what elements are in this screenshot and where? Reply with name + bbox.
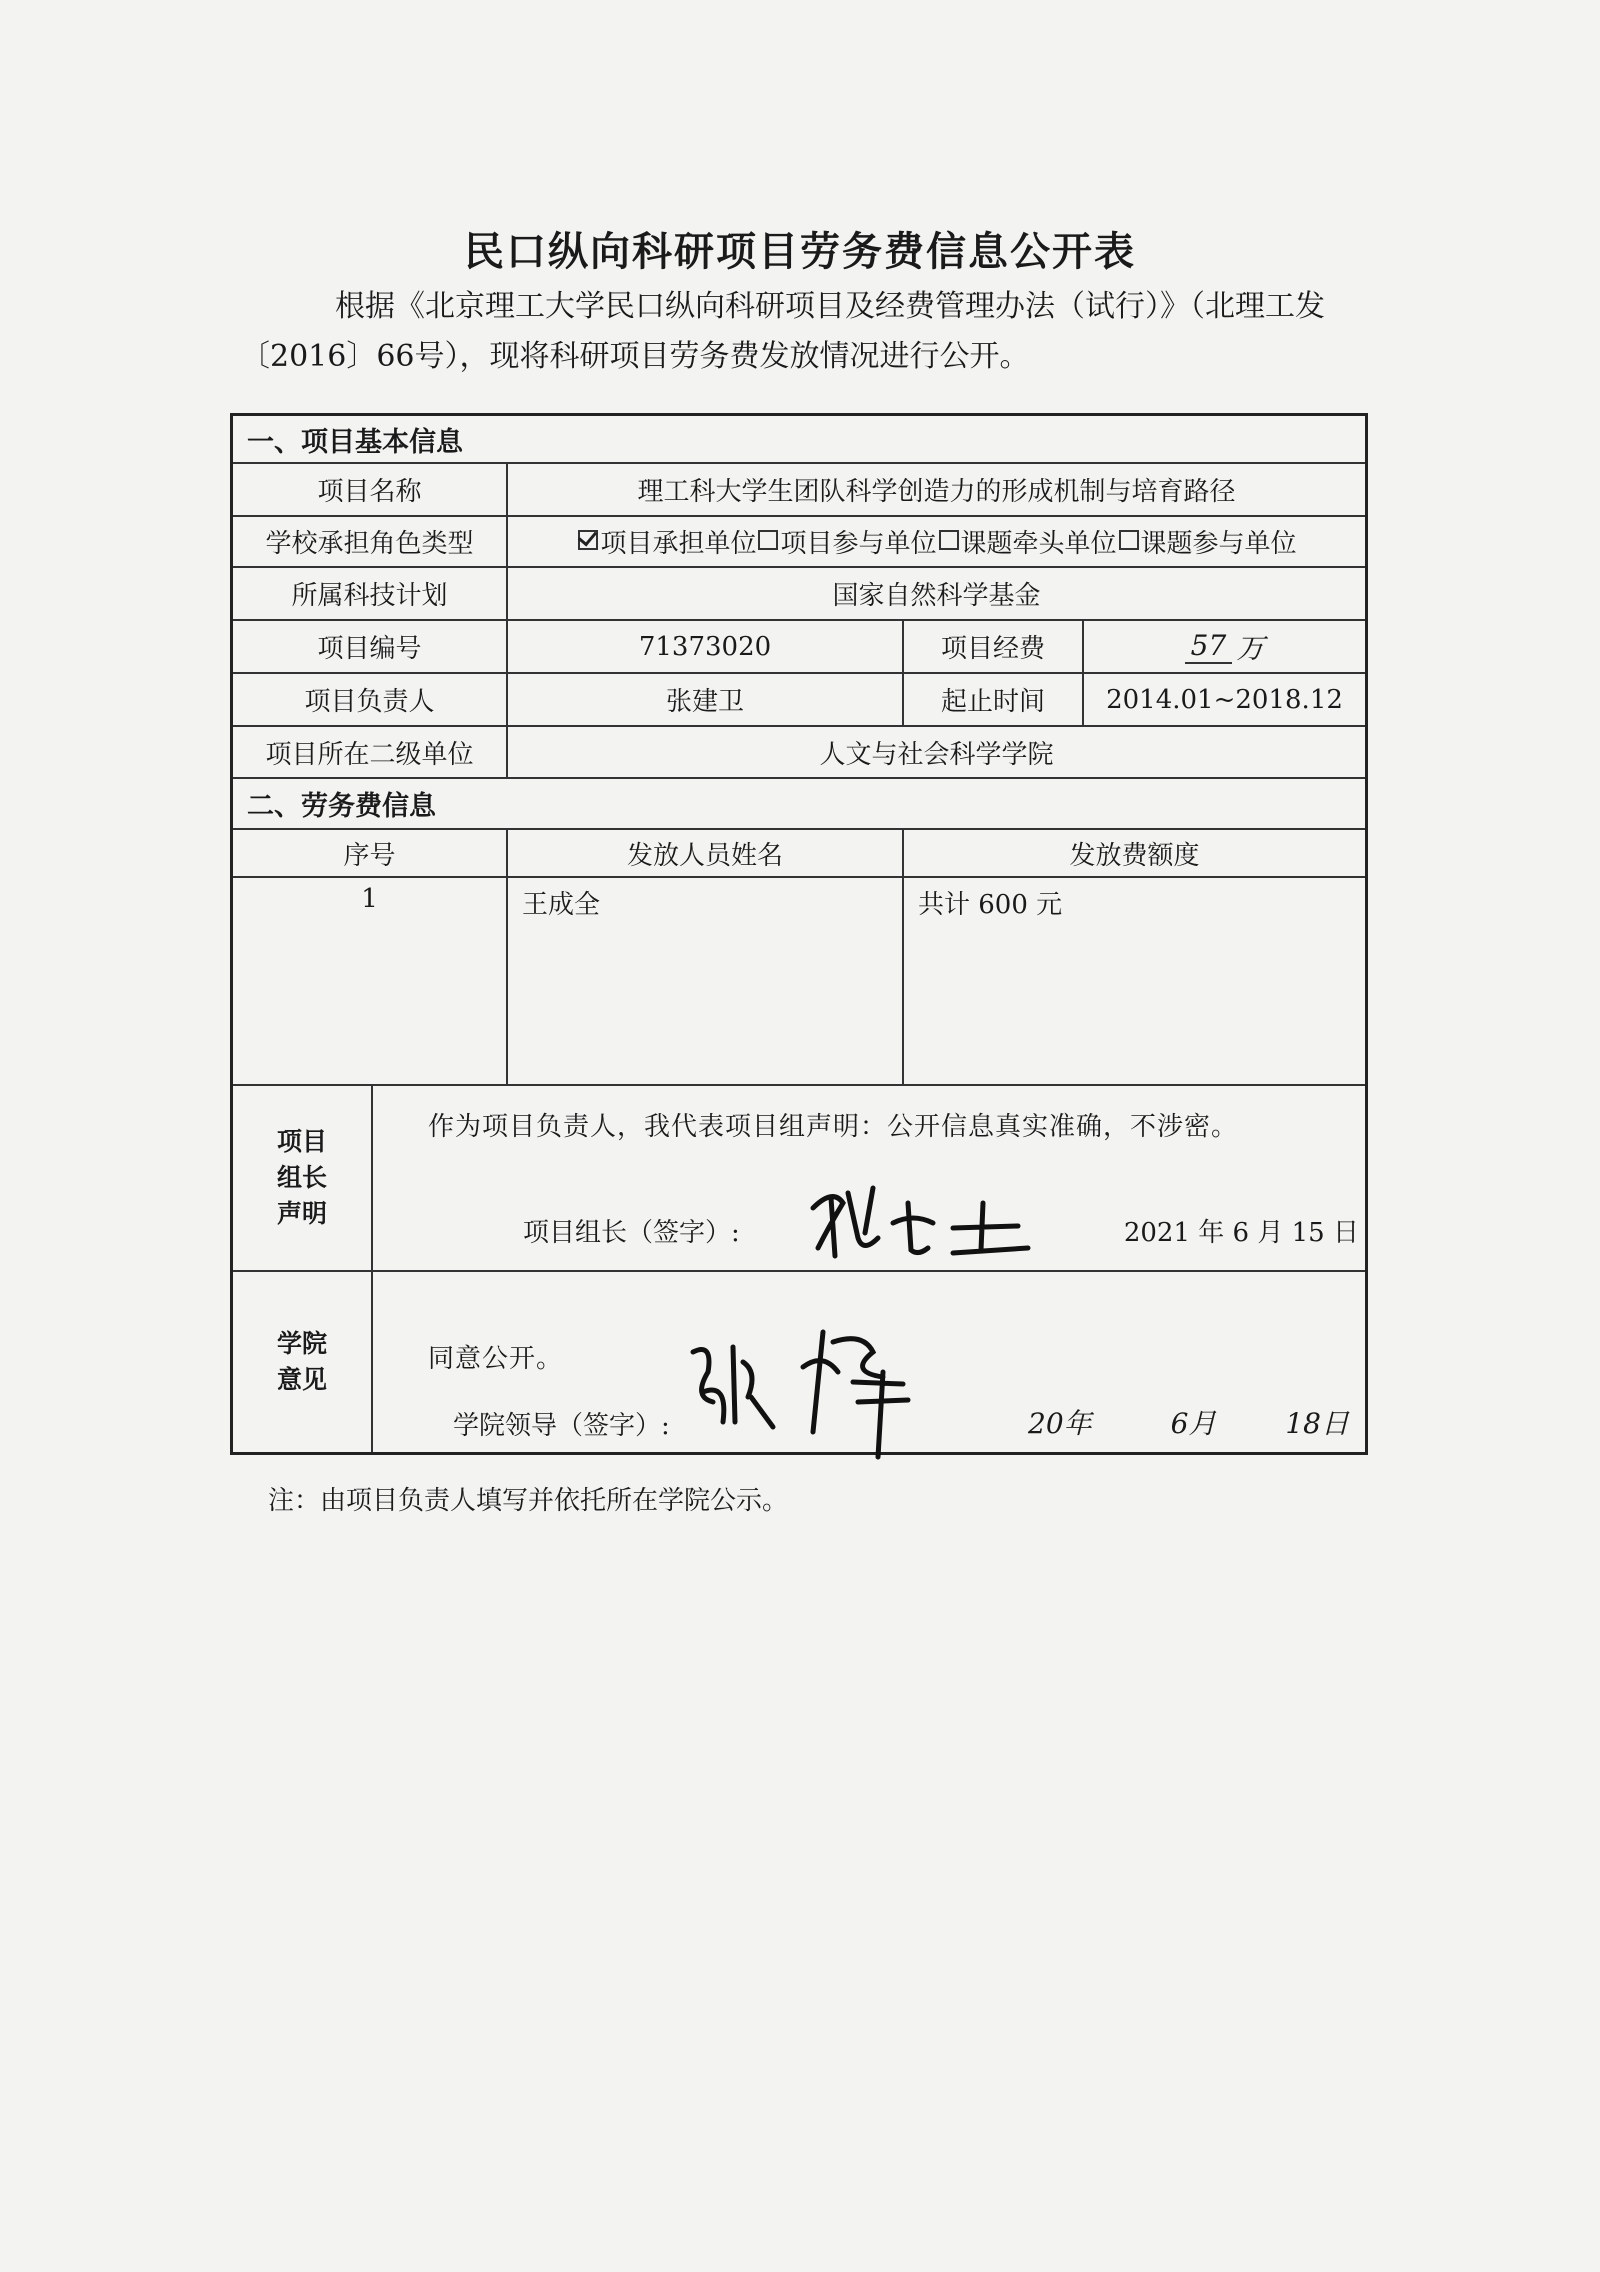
declaration-row [233,1086,1365,1272]
college-row [233,1272,1365,1452]
college-date-year-unit: 年 [1063,1407,1092,1440]
college-label-line-1: 学院 [276,1329,327,1358]
leader-label: 项目负责人 [233,674,508,725]
role-type-label: 学校承担角色类型 [233,517,508,566]
period-value: 2014.01~2018.12 [1106,684,1343,715]
college-label [233,1272,373,1452]
funding-value [1084,621,1365,672]
plan-value: 国家自然科学基金 [832,581,1041,611]
declaration-label-line-3: 声明 [276,1199,327,1228]
role-type-row [233,517,1365,568]
role-checkbox-3[interactable] [939,530,959,550]
declaration-label-line-1: 项目 [276,1127,327,1156]
plan-label: 所属科技计划 [233,568,508,619]
col-amount-header: 发放费额度 [1069,840,1200,871]
col-name-header: 发放人员姓名 [508,830,904,876]
section2-heading: 二、劳务费信息 [247,791,436,822]
role-option-1: 项目承担单位 [600,529,757,559]
funding-label: 项目经费 [904,621,1084,672]
fee-name: 王成全 [508,878,904,1084]
intro-line-1: 根据《北京理工大学民口纵向科研项目及经费管理办法（试行）》（北理工发 [335,289,1325,324]
leader-signature-image [803,1178,1043,1268]
declaration-text: 作为项目负责人，我代表项目组声明：公开信息真实准确，不涉密。 [428,1112,1239,1142]
plan-row [233,568,1365,621]
leader-value: 张建卫 [508,674,904,725]
college-date-day-unit: 日 [1320,1407,1349,1440]
disclosure-form [230,413,1368,1455]
role-option-3: 课题牵头单位 [960,529,1117,559]
document-title: 民口纵向科研项目劳务费信息公开表 [464,229,1136,275]
number-funding-row [233,621,1365,674]
fee-data-row [233,878,1365,1086]
leader-date-year: 2021 [1123,1218,1190,1248]
project-name-label: 项目名称 [233,464,508,515]
leader-sign-date [1124,1212,1359,1249]
role-checkbox-4[interactable] [1119,530,1139,550]
fee-seq: 1 [233,878,508,1084]
project-name-value: 理工科大学生团队科学创造力的形成机制与培育路径 [637,477,1236,507]
college-date-day: 18 [1285,1407,1321,1440]
role-option-2: 项目参与单位 [780,529,937,559]
funding-unit: 万 [1236,631,1265,665]
leader-date-day: 15 [1291,1218,1325,1248]
college-sign-date [1028,1402,1349,1442]
college-signature-image [673,1312,933,1462]
project-name-row [233,464,1365,517]
leader-date-day-unit: 日 [1332,1218,1359,1248]
section2-heading-row [233,779,1365,830]
college-date-month-unit: 月 [1188,1407,1217,1440]
college-date-month: 6 [1170,1407,1189,1440]
leader-sign-label: 项目组长（签字）: [523,1218,740,1248]
section1-heading: 一、项目基本信息 [247,426,463,458]
leader-period-row [233,674,1365,727]
fee-header-row [233,830,1365,878]
role-type-options [508,517,1365,566]
leader-date-year-unit: 年 [1198,1218,1225,1248]
role-option-4: 课题参与单位 [1140,529,1297,559]
footnote: 注：由项目负责人填写并依托所在学院公示。 [268,1486,789,1516]
role-checkbox-2[interactable] [758,530,778,550]
unit-label: 项目所在二级单位 [233,727,508,777]
declaration-label-line-2: 组长 [276,1163,327,1192]
college-label-line-2: 意见 [276,1365,327,1394]
col-seq-header: 序号 [233,830,508,876]
declaration-content [373,1086,1365,1270]
college-content [373,1272,1365,1452]
declaration-label [233,1086,373,1270]
intro-paragraph [240,282,1350,382]
section1-heading-row [233,416,1365,464]
project-number-label: 项目编号 [233,621,508,672]
period-label: 起止时间 [904,674,1084,725]
college-sign-label: 学院领导（签字）: [453,1411,670,1441]
unit-row [233,727,1365,779]
leader-date-month: 6 [1232,1218,1250,1248]
college-opinion: 同意公开。 [428,1344,564,1374]
intro-line-2: 〔2016〕66号），现将科研项目劳务费发放情况进行公开。 [240,339,1030,374]
funding-amount: 57 [1185,629,1233,664]
college-date-year: 20 [1028,1407,1064,1440]
leader-date-month-unit: 月 [1257,1218,1284,1248]
role-checkbox-1[interactable] [578,530,598,550]
fee-amount: 共计 600 元 [918,890,1063,920]
project-number-value: 71373020 [508,621,904,672]
unit-value: 人文与社会科学学院 [819,739,1054,770]
